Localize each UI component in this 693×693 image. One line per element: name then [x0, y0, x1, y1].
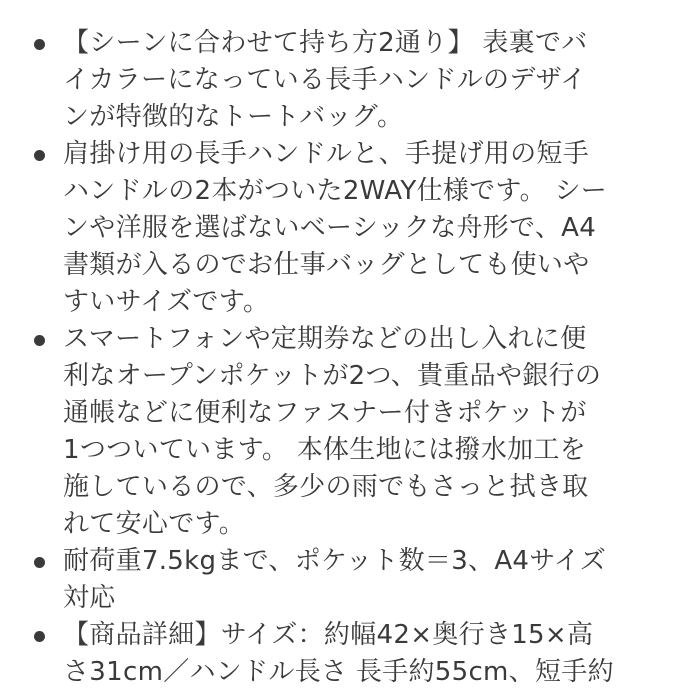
text-line: イカラーになっている長手ハンドルのデザイ: [63, 65, 587, 95]
list-item-handles: [0, 136, 693, 321]
bullet-icon: [34, 631, 45, 642]
text-line: スマートフォンや定期券などの出し入れに便: [63, 324, 587, 354]
text-line: 対応: [63, 583, 116, 613]
text-line: ハンドルの2本がついた2WAY仕様です。 シー: [63, 176, 608, 206]
text-line: ンや洋服を選ばないベーシックな舟形で、A4: [63, 213, 597, 243]
text-line: 施しているので、多少の雨でもさっと拭き取: [63, 472, 589, 502]
text-line: 耐荷重7.5kgまで、ポケット数＝3、A4サイズ: [63, 546, 607, 576]
text-line: すいサイズです。: [63, 287, 270, 317]
bullet-icon: [34, 557, 45, 568]
text-line: 【シーンに合わせて持ち方2通り】 表裏でバ: [63, 28, 588, 58]
text-line: 書類が入るのでお仕事バッグとしても使いや: [63, 250, 590, 280]
text-line: 利なオープンポケットが2つ、貴重品や銀行の: [63, 361, 602, 391]
text-line: 【商品詳細】サイズ：約幅42×奥行き15×高: [63, 620, 594, 650]
text-line: ンが特徴的なトートバッグ。: [63, 102, 404, 132]
list-item-scene: [0, 25, 693, 136]
text-line: 通帳などに便利なファスナー付きポケットが: [63, 398, 587, 428]
text-line: さ31cm／ハンドル長さ 長手約55cm、短手約: [63, 657, 614, 687]
text-line: 1つついています。 本体生地には撥水加工を: [63, 435, 587, 465]
list-item-details: [0, 617, 693, 691]
list-item-load-capacity: [0, 543, 693, 617]
list-item-pockets: [0, 321, 693, 543]
product-description-list: [0, 25, 693, 691]
bullet-icon: [34, 39, 45, 50]
bullet-icon: [34, 335, 45, 346]
bullet-icon: [34, 150, 45, 161]
text-line: 肩掛け用の長手ハンドルと、手提げ用の短手: [63, 139, 590, 169]
text-line: れて安心です。: [63, 509, 246, 539]
